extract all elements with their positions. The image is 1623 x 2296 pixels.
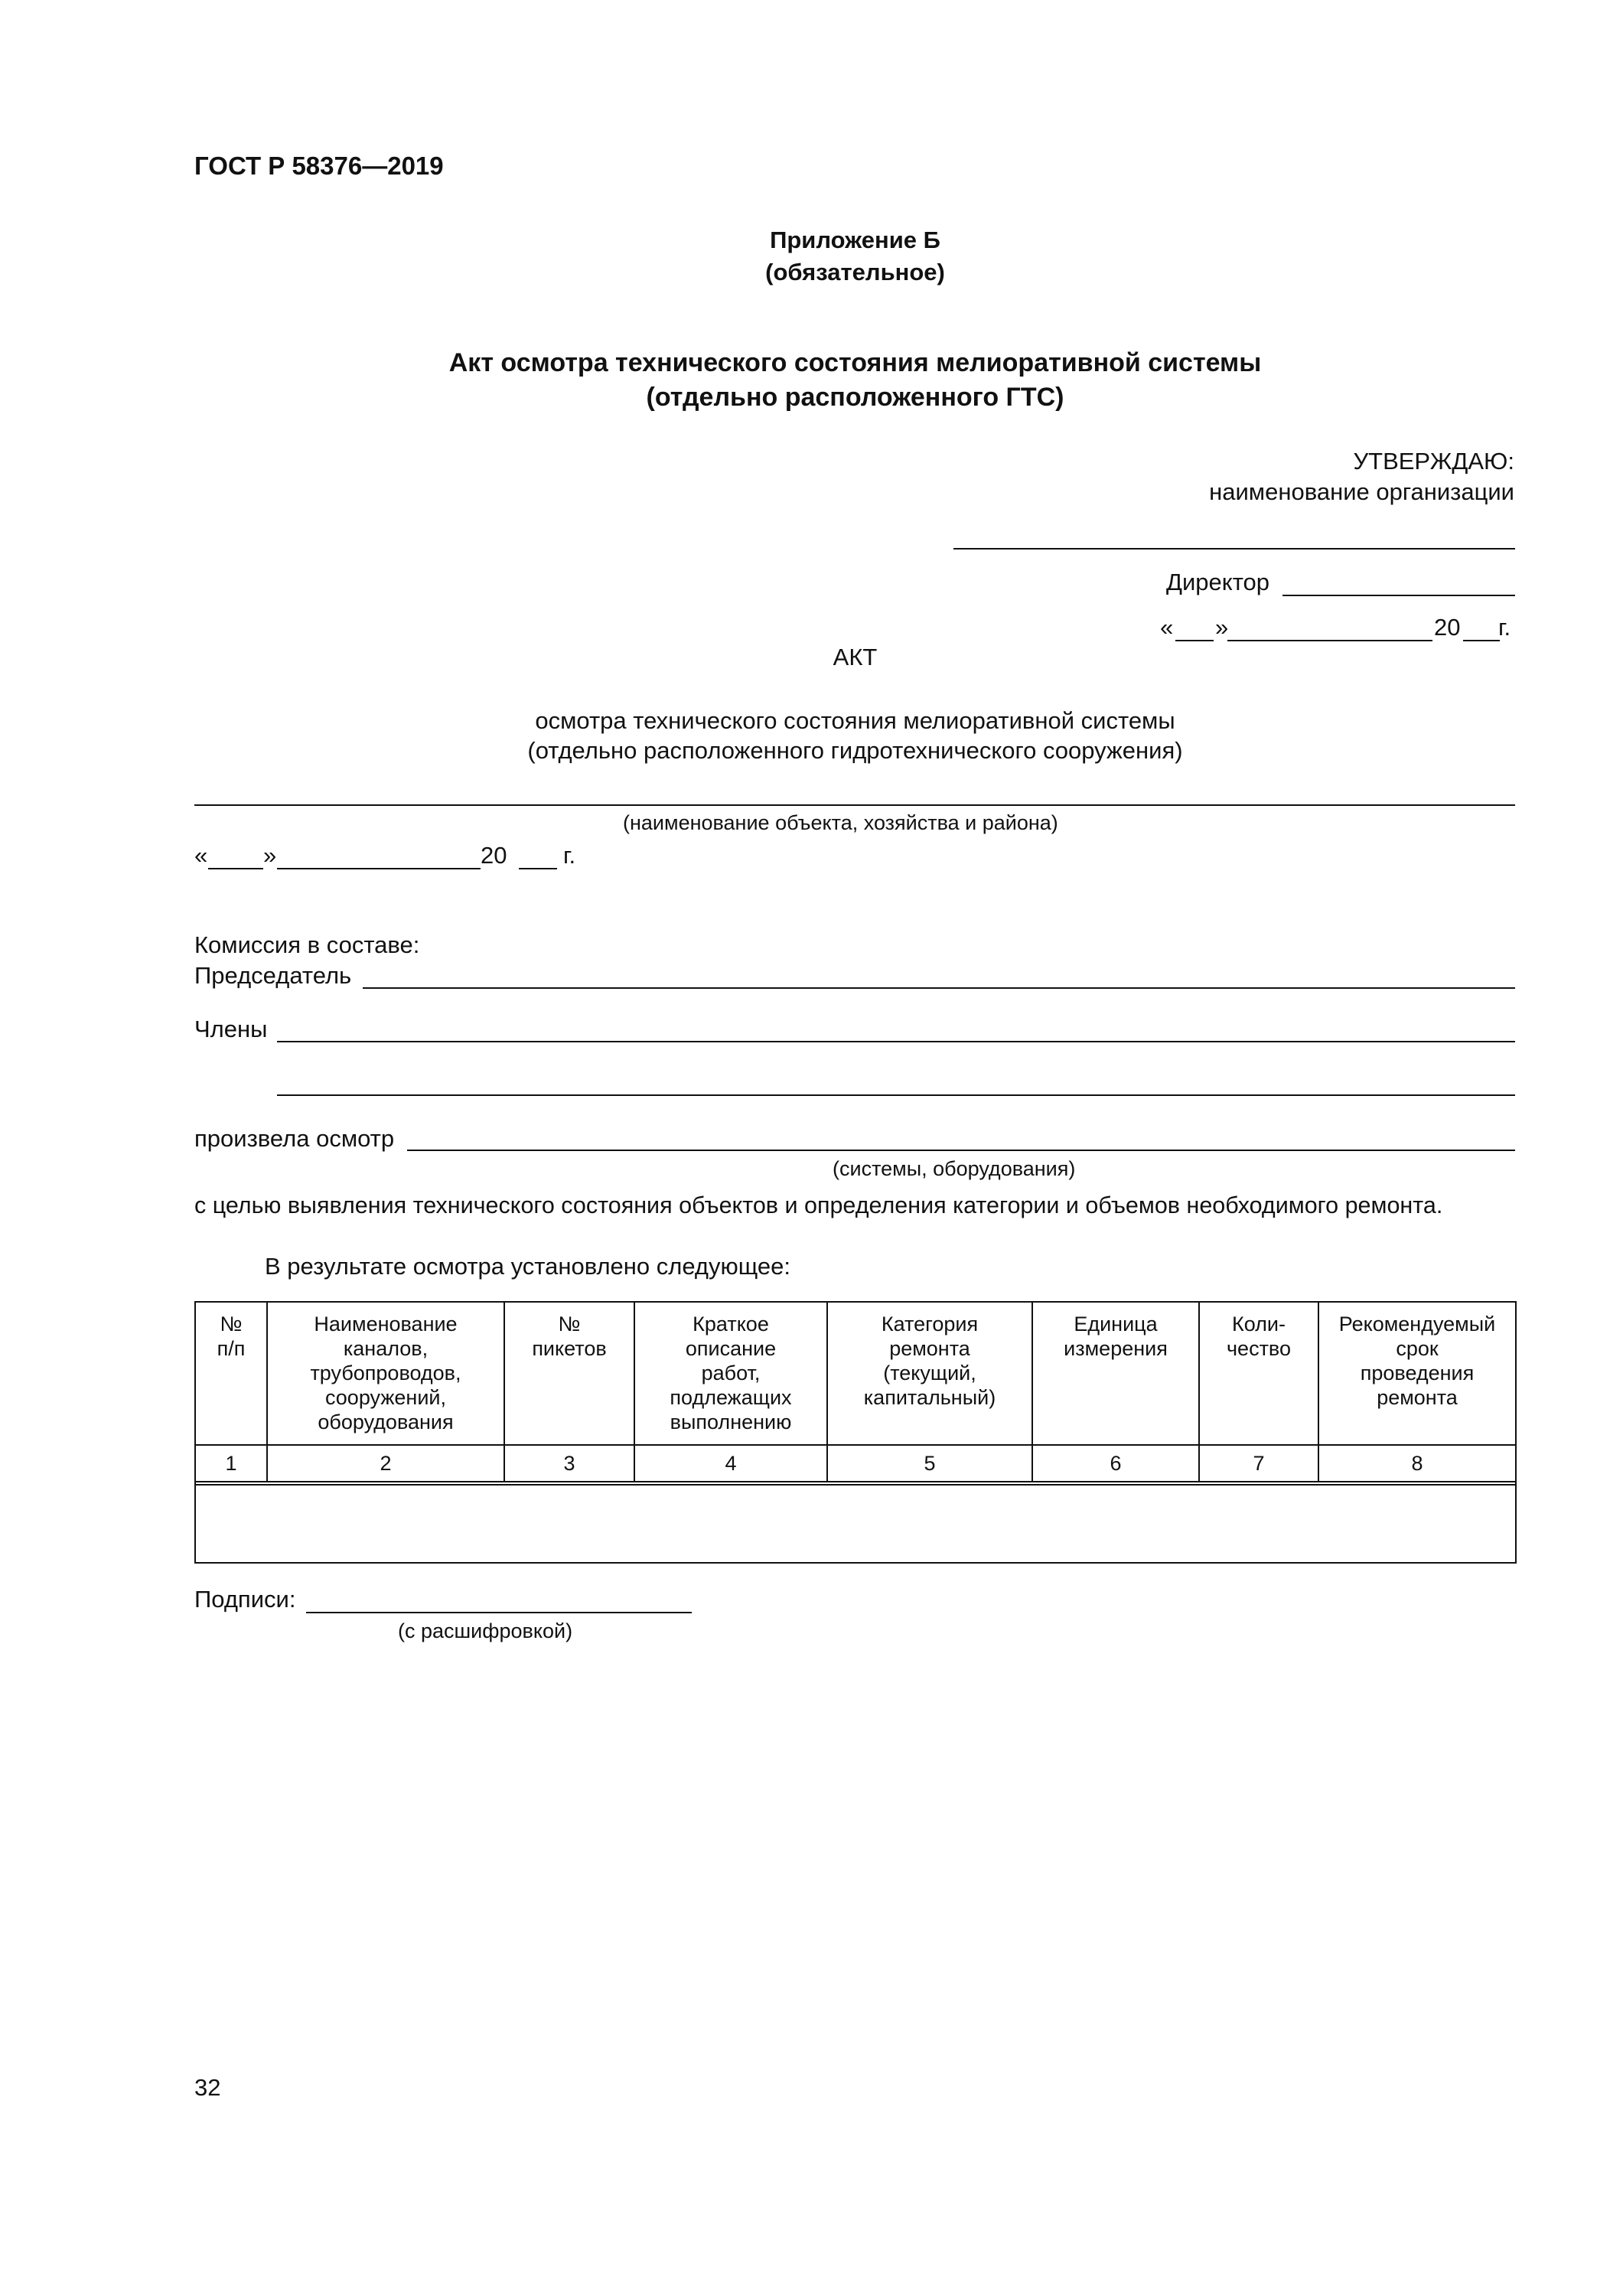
members-line-2 [277, 1094, 1515, 1096]
act-day-line [208, 868, 263, 869]
signatures-label: Подписи: [194, 1586, 296, 1613]
act-year-suffix: г. [563, 842, 576, 869]
members-line-1 [277, 1041, 1515, 1042]
appendix-status: (обязательное) [765, 259, 945, 285]
appendix-title: Приложение Б [770, 227, 940, 253]
number-cell: 3 [504, 1445, 634, 1482]
header-cell-category: Категория ремонта (текущий, капитальный) [827, 1302, 1032, 1445]
approval-year-suffix: г. [1498, 614, 1511, 641]
header-cell-pickets: № пикетов [504, 1302, 634, 1445]
table-blank-row [195, 1485, 1516, 1563]
inspected-label: произвела осмотр [194, 1125, 395, 1152]
commission-intro: Комиссия в составе: [194, 931, 420, 958]
director-signature-line [1282, 595, 1515, 596]
approval-year-line [1463, 640, 1500, 641]
inspected-line [407, 1150, 1515, 1151]
table-number-row [195, 1445, 1516, 1482]
header-cell-description: Краткое описание работ, подлежащих выполнению [634, 1302, 827, 1445]
act-subtitle-line2: (отдельно расположенного гидротехнического сооружения) [527, 737, 1183, 764]
number-cell: 4 [634, 1445, 827, 1482]
approval-day-line [1175, 640, 1214, 641]
standard-code: ГОСТ Р 58376—2019 [194, 152, 444, 180]
organization-label: наименование организации [1209, 478, 1514, 505]
act-date-open: « [194, 842, 208, 869]
number-cell: 5 [827, 1445, 1032, 1482]
signatures-line [306, 1612, 692, 1613]
approval-year-prefix: 20 [1434, 614, 1461, 641]
director-label: Директор [1166, 569, 1270, 595]
form-title-line2: (отдельно расположенного ГТС) [646, 383, 1064, 412]
act-month-line [277, 868, 481, 869]
inspection-table [194, 1301, 1517, 1564]
table-blank-cell [195, 1485, 1516, 1563]
act-heading: АКТ [833, 644, 878, 670]
header-cell-name: Наименование каналов, трубопроводов, сооружений, оборудования [267, 1302, 504, 1445]
result-text: В результате осмотра установлено следующее: [265, 1253, 791, 1280]
approval-month-line [1227, 640, 1432, 641]
number-cell: 2 [267, 1445, 504, 1482]
page-number: 32 [194, 2074, 221, 2101]
inspected-caption: (системы, оборудования) [833, 1157, 1076, 1180]
organization-line [953, 548, 1515, 550]
act-subtitle-line1: осмотра технического состояния мелиоративной системы [535, 707, 1175, 734]
number-cell: 8 [1318, 1445, 1516, 1482]
approve-label: УТВЕРЖДАЮ: [1353, 448, 1514, 475]
header-cell-quantity: Коли- чество [1199, 1302, 1318, 1445]
members-label: Члены [194, 1016, 268, 1042]
approval-date-close: » [1215, 614, 1229, 641]
act-date-close: » [263, 842, 277, 869]
object-name-caption: (наименование объекта, хозяйства и района) [623, 811, 1058, 834]
header-cell-number: № п/п [195, 1302, 267, 1445]
object-name-line [194, 804, 1515, 806]
number-cell: 1 [195, 1445, 267, 1482]
form-title-line1: Акт осмотра технического состояния мелиоративной системы [448, 348, 1262, 377]
approval-date-open: « [1160, 614, 1174, 641]
table-header-row [195, 1302, 1516, 1445]
chairman-line [363, 987, 1515, 989]
act-year-line [519, 868, 557, 869]
signatures-caption: (с расшифровкой) [398, 1619, 573, 1642]
act-year-prefix: 20 [481, 842, 507, 869]
header-cell-term: Рекомендуемый срок проведения ремонта [1318, 1302, 1516, 1445]
header-cell-unit: Единица измерения [1032, 1302, 1199, 1445]
number-cell: 7 [1199, 1445, 1318, 1482]
number-cell: 6 [1032, 1445, 1199, 1482]
purpose-text: с целью выявления технического состояния объектов и определения категории и объемов необходимого ремонта. [194, 1192, 1443, 1218]
chairman-label: Председатель [194, 962, 352, 989]
